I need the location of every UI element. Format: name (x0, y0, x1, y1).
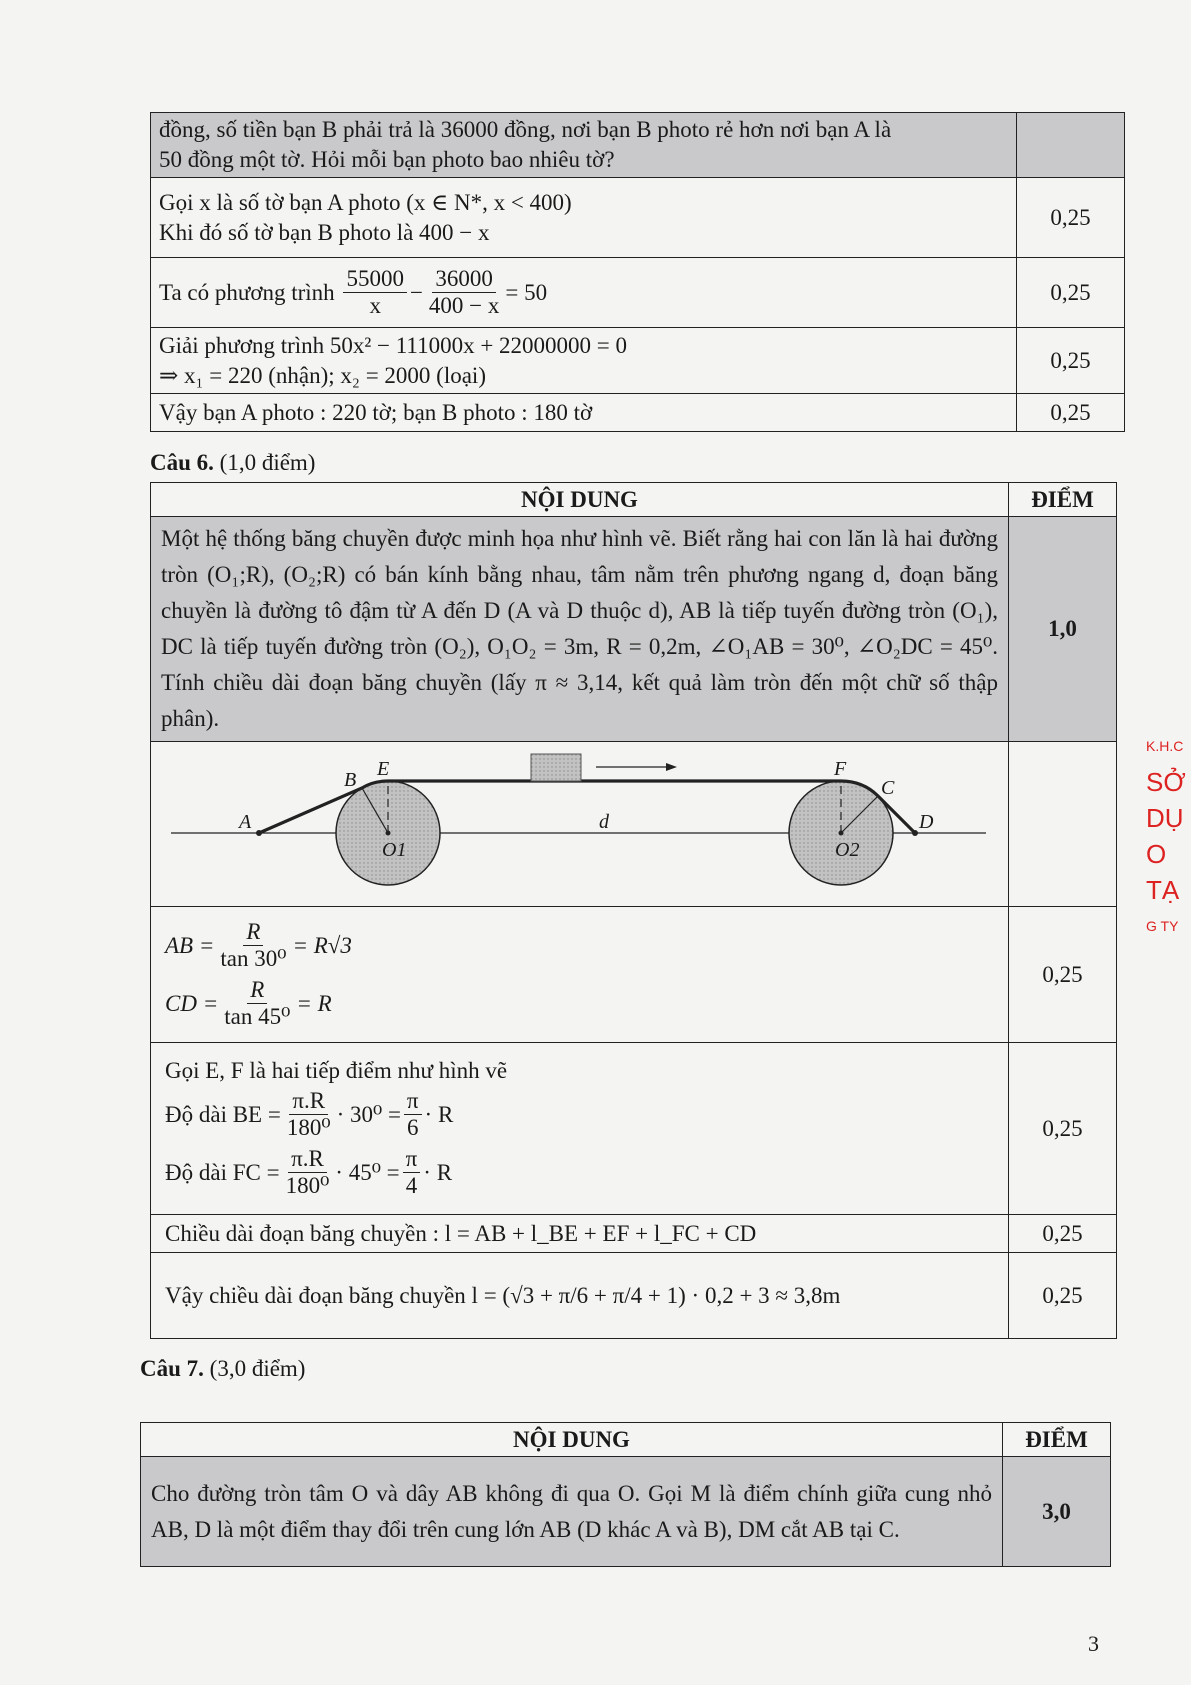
solution-step: Chiều dài đoạn băng chuyền : l = AB + l_BE + EF + l_FC + CD (151, 1215, 1009, 1253)
score-cell: 0,25 (1017, 328, 1125, 394)
problem-statement: Cho đường tròn tâm O và dây AB không đi qua O. Gọi M là điểm chính giữa cung nhỏ AB, D là một điểm thay đổi trên cung lớn AB (D khác A và B), DM cắt AB tại C. (141, 1457, 1003, 1567)
fraction: $\frac{55000}{x}$ (343, 266, 407, 319)
equation-rhs: = 50 (505, 279, 548, 305)
column-header-content: NỘI DUNG (141, 1423, 1003, 1457)
score-cell: 0,25 (1017, 258, 1125, 328)
score-cell: 1,0 (1009, 517, 1117, 742)
score-cell (1009, 742, 1117, 907)
official-stamp: K.H.C SỞ DỤ O TẠ G TY (1146, 738, 1186, 934)
label-e: E (377, 758, 390, 780)
problem-line: đồng, số tiền bạn B phải trả là 36000 đồng, nơi bạn B photo rẻ hơn nơi bạn A là (159, 117, 892, 142)
score-cell: 0,25 (1009, 907, 1117, 1043)
score-cell (1017, 113, 1125, 178)
solution-step: Vậy chiều dài đoạn băng chuyền l = (√3 + π/6 + π/4 + 1) · 0,2 + 3 ≈ 3,8m (151, 1253, 1009, 1339)
question-heading (150, 450, 315, 476)
solution-step (151, 178, 1017, 258)
package-box (531, 754, 581, 781)
label-f: F (834, 758, 847, 780)
label-c: C (881, 777, 895, 799)
column-header-score: ĐIỂM (1003, 1423, 1111, 1457)
conveyor-figure (151, 742, 1007, 906)
solution-step: Gọi E, F là hai tiếp điểm như hình vẽ Độ dài BE = $\frac{\pi.R}{\text{180⁰}}$ · 30⁰ = $\frac{\pi}{6}$ · R Độ dài FC = $\frac{\pi.R}{\text{180⁰}}$ · 45⁰ = $\frac{\pi}{4}$ · R (151, 1043, 1009, 1215)
fraction: $\frac{\pi.R}{\text{180⁰}}$ (286, 1088, 331, 1140)
fraction: $\frac{\pi.R}{\text{180⁰}}$ (285, 1146, 330, 1198)
solution-step (151, 394, 1017, 432)
step-line: Gọi E, F là hai tiếp điểm như hình vẽ (165, 1057, 508, 1083)
step-line: Gọi x là số tờ bạn A photo (x ∈ N*, x < 400) (159, 189, 572, 215)
problem-statement (151, 113, 1017, 178)
fraction: $\frac{R}{\text{tan 45⁰}}$ (224, 977, 291, 1029)
fraction: $\frac{\pi}{4}$ (403, 1146, 421, 1199)
step-line: ⇒ x₁ = 220 (nhận); x₂ = 2000 (loại) (159, 362, 486, 388)
fraction: $\frac{\pi}{6}$ (404, 1088, 422, 1141)
label-d-line: d (599, 811, 609, 833)
score-cell: 0,25 (1009, 1043, 1117, 1215)
page-number: 3 (1088, 1631, 1099, 1656)
top-answer-table (150, 112, 1125, 432)
question-points: (1,0 điểm) (219, 450, 316, 475)
problem-line: 50 đồng một tờ. Hỏi mỗi bạn photo bao nhiêu tờ? (159, 147, 615, 172)
solution-step (151, 328, 1017, 394)
label-a: A (239, 811, 252, 833)
step-line: Giải phương trình 50x² − 111000x + 22000000 = 0 (159, 332, 628, 358)
fraction: $\frac{R}{\text{tan 30⁰}}$ (220, 919, 287, 971)
score-cell: 0,25 (1017, 394, 1125, 432)
score-cell: 0,25 (1017, 178, 1125, 258)
score-cell: 0,25 (1009, 1253, 1117, 1339)
score-cell: 0,25 (1009, 1215, 1117, 1253)
question-7-table (140, 1422, 1111, 1567)
column-header-score: ĐIỂM (1009, 483, 1117, 517)
question-number: Câu 7. (140, 1356, 204, 1381)
problem-statement: Một hệ thống băng chuyền được minh họa như hình vẽ. Biết rằng hai con lăn là hai đường tròn (O₁;R), (O₂;R) có bán kính bằng nhau, tâm nằm trên phương ngang d, đoạn băng chuyền là đường tô đậm từ A đến D (A và D thuộc d), AB là tiếp tuyến đường tròn (O₁), DC là tiếp tuyến đường tròn (O₂), O₁O₂ = 3m, R = 0,2m, ∠O₁AB = 30⁰, ∠O₂DC = 45⁰. Tính chiều dài đoạn băng chuyền (lấy π ≈ 3,14, kết quả làm tròn đến một chữ số thập phân). (151, 517, 1009, 742)
fraction: $\frac{36000}{400 - x}$ (428, 266, 500, 318)
step-line: Vậy bạn A photo : 220 tờ; bạn B photo : 180 tờ (159, 399, 593, 425)
step-line: Khi đó số tờ bạn B photo là 400 − x (159, 219, 490, 245)
step-text: Ta có phương trình (159, 279, 335, 305)
label-b: B (344, 769, 357, 791)
solution-step: Ta có phương trình $\frac{55000}{x}$ − $\frac{36000}{400 - x}$ = 50 (151, 258, 1017, 328)
label-d-point: D (919, 811, 934, 833)
figure-cell (151, 742, 1009, 907)
solution-step: AB = $\frac{R}{\text{tan 30⁰}}$ = R√3 CD = $\frac{R}{\text{tan 45⁰}}$ = R (151, 907, 1009, 1043)
question-points: (3,0 điểm) (209, 1356, 306, 1381)
label-o1: O1 (382, 839, 407, 861)
question-heading (140, 1356, 305, 1382)
score-cell: 3,0 (1003, 1457, 1111, 1567)
question-number: Câu 6. (150, 450, 214, 475)
question-6-table (150, 482, 1117, 1339)
column-header-content: NỘI DUNG (151, 483, 1009, 517)
label-o2: O2 (835, 839, 860, 861)
